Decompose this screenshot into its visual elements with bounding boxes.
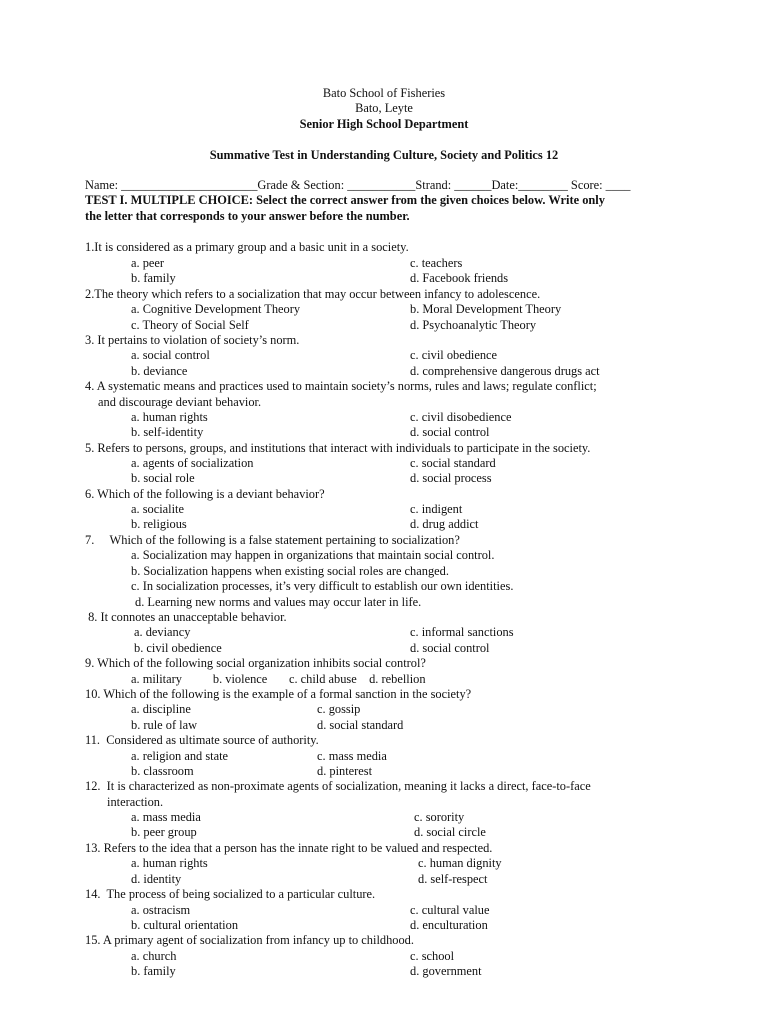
- choice-option: d. social standard: [317, 718, 404, 732]
- test-title: Summative Test in Understanding Culture, Society and Politics 12: [209, 148, 559, 162]
- choice-option: c. social standard: [410, 456, 496, 470]
- choice-option: a. peer: [131, 256, 165, 270]
- choice-option: b. self-identity: [131, 425, 204, 439]
- choice-option: d. social process: [410, 471, 492, 485]
- choice-option: d. social control: [410, 425, 490, 439]
- choice-option: a. discipline: [131, 702, 191, 716]
- choice-option: a. human rights: [131, 410, 208, 424]
- question-stem: 1.It is considered as a primary group and a basic unit in a society.: [85, 240, 409, 254]
- choice-option: b. rule of law: [131, 718, 198, 732]
- question-stem: 5. Refers to persons, groups, and institutions that interact with individuals to participate in the society.: [85, 441, 591, 455]
- choice-option: d. social control: [410, 641, 490, 655]
- choice-option: d. drug addict: [410, 517, 479, 531]
- choice-option: b. deviance: [131, 364, 188, 378]
- choice-option: a. religion and state: [131, 749, 229, 763]
- choice-option: c. In socialization processes, it’s very difficult to establish our own identities.: [131, 579, 514, 593]
- instructions-line-2: the letter that corresponds to your answer before the number.: [85, 209, 410, 223]
- choice-option: c. informal sanctions: [410, 625, 514, 639]
- choice-option: b. family: [131, 271, 176, 285]
- choice-option: a. ostracism: [131, 903, 191, 917]
- question-stem: 12. It is characterized as non-proximate agents of socialization, meaning it lacks a direct, face-to-face: [85, 779, 591, 793]
- choice-option: a. mass media: [131, 810, 201, 824]
- choice-row: a. military b. violence c. child abuse d. rebellion: [131, 672, 426, 686]
- choice-option: b. social role: [131, 471, 195, 485]
- choice-option: b. peer group: [131, 825, 197, 839]
- question-stem: 9. Which of the following social organization inhibits social control?: [85, 656, 426, 670]
- choice-option: d. Psychoanalytic Theory: [410, 318, 537, 332]
- choice-option: d. government: [410, 964, 482, 978]
- choice-option: a. church: [131, 949, 177, 963]
- choice-option: c. mass media: [317, 749, 387, 763]
- choice-option: d. Learning new norms and values may occur later in life.: [135, 595, 422, 609]
- choice-option: a. socialite: [131, 502, 184, 516]
- choice-option: d. identity: [131, 872, 182, 886]
- instructions-line-1: TEST I. MULTIPLE CHOICE: Select the correct answer from the given choices below. Write only: [85, 193, 605, 207]
- question-stem: 11. Considered as ultimate source of authority.: [85, 733, 319, 747]
- choice-option: c. civil disobedience: [410, 410, 512, 424]
- department-name: Senior High School Department: [299, 117, 469, 131]
- choice-option: b. cultural orientation: [131, 918, 239, 932]
- question-stem: 8. It connotes an unacceptable behavior.: [85, 610, 287, 624]
- choice-option: c. human dignity: [418, 856, 502, 870]
- question-stem: 7. Which of the following is a false statement pertaining to socialization?: [85, 533, 460, 547]
- question-stem: 2.The theory which refers to a socialization that may occur between infancy to adolescence.: [85, 287, 541, 301]
- student-info-line: Name: ______________________Grade & Section: ___________Strand: ______Date:________ Score: ____: [85, 178, 631, 192]
- question-stem: 15. A primary agent of socialization from infancy up to childhood.: [85, 933, 414, 947]
- choice-option: c. civil obedience: [410, 348, 498, 362]
- choice-option: c. Theory of Social Self: [131, 318, 249, 332]
- choice-option: b. classroom: [131, 764, 194, 778]
- choice-option: d. enculturation: [410, 918, 488, 932]
- question-stem: 14. The process of being socialized to a particular culture.: [85, 887, 376, 901]
- choice-option: d. comprehensive dangerous drugs act: [410, 364, 600, 378]
- question-stem: 4. A systematic means and practices used to maintain society’s norms, rules and laws; regulate conflict;: [85, 379, 597, 393]
- question-stem: 6. Which of the following is a deviant behavior?: [85, 487, 325, 501]
- school-location: Bato, Leyte: [355, 101, 413, 115]
- choice-option: b. civil obedience: [134, 641, 222, 655]
- choice-option: d. social circle: [414, 825, 486, 839]
- choice-option: c. teachers: [410, 256, 463, 270]
- choice-option: a. agents of socialization: [131, 456, 254, 470]
- choice-option: a. social control: [131, 348, 210, 362]
- choice-option: a. deviancy: [134, 625, 191, 639]
- choice-option: c. cultural value: [410, 903, 490, 917]
- question-stem: 10. Which of the following is the example of a formal sanction in the society?: [85, 687, 472, 701]
- choice-option: b. Socialization happens when existing social roles are changed.: [131, 564, 449, 578]
- choice-option: b. religious: [131, 517, 187, 531]
- choice-option: d. Facebook friends: [410, 271, 509, 285]
- choice-option: d. self-respect: [418, 872, 488, 886]
- choice-option: b. family: [131, 964, 176, 978]
- choice-option: a. Socialization may happen in organizations that maintain social control.: [131, 548, 495, 562]
- choice-option: c. school: [410, 949, 455, 963]
- question-stem-continued: and discourage deviant behavior.: [98, 395, 262, 409]
- choice-option: c. gossip: [317, 702, 361, 716]
- school-name: Bato School of Fisheries: [322, 86, 446, 100]
- choice-option: a. human rights: [131, 856, 208, 870]
- choice-option: a. Cognitive Development Theory: [131, 302, 301, 316]
- question-stem: 13. Refers to the idea that a person has the innate right to be valued and respected.: [85, 841, 493, 855]
- choice-option: c. sorority: [414, 810, 465, 824]
- choice-option: d. pinterest: [317, 764, 373, 778]
- choice-option: b. Moral Development Theory: [410, 302, 562, 316]
- question-stem-continued: interaction.: [107, 795, 164, 809]
- choice-option: c. indigent: [410, 502, 463, 516]
- question-stem: 3. It pertains to violation of society’s norm.: [85, 333, 300, 347]
